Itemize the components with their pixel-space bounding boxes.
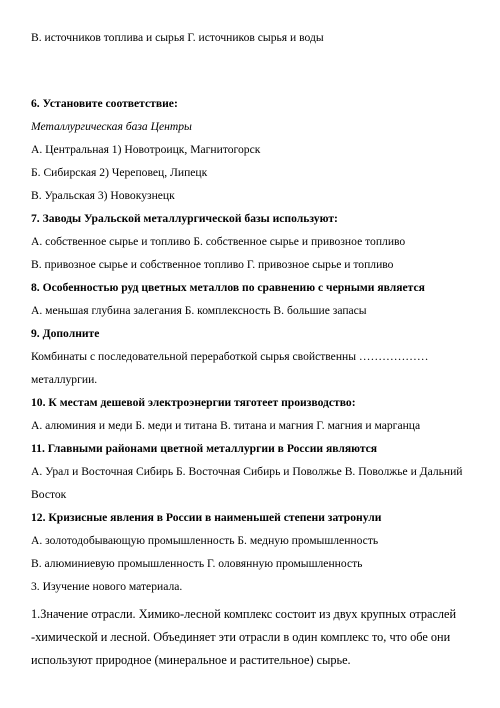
question-10-heading: 10. К местам дешевой электроэнергии тяготеет производство: — [31, 396, 356, 409]
paragraph-line: используют природное (минеральное и растительное) сырье. — [31, 653, 351, 667]
question-11-heading: 11. Главными районами цветной металлургии в России являются — [31, 442, 378, 455]
text-line: В. источников топлива и сырья Г. источников сырья и воды — [31, 31, 324, 44]
text-line: Б. Сибирская 2) Череповец, Липецк — [31, 166, 208, 179]
text-line: А. золотодобывающую промышленность Б. медную промышленность — [31, 534, 379, 547]
section-heading: 3. Изучение нового материала. — [31, 580, 183, 593]
paragraph-line: 1.Значение отрасли. Химико-лесной комплекс состоит из двух крупных отраслей — [31, 607, 457, 621]
question-8-heading: 8. Особенностью руд цветных металлов по сравнению с черными является — [31, 281, 425, 294]
question-7-heading: 7. Заводы Уральской металлургической базы используют: — [31, 212, 338, 225]
question-12-heading: 12. Кризисные явления в России в наименьшей степени затронули — [31, 511, 382, 524]
question-9-heading: 9. Дополните — [31, 327, 100, 340]
text-line: В. алюминиевую промышленность Г. оловянную промышленность — [31, 557, 363, 570]
text-line: Комбинаты с последовательной переработкой сырья свойственны ……………… — [31, 350, 429, 363]
text-line: металлургии. — [31, 373, 98, 386]
text-line: В. привозное сырье и собственное топливо Г. привозное сырье и топливо — [31, 258, 394, 271]
text-line: А. Центральная 1) Новотроицк, Магнитогорск — [31, 143, 261, 156]
text-line: В. Уральская 3) Новокузнецк — [31, 189, 175, 202]
paragraph-line: -химической и лесной. Объединяет эти отрасли в один комплекс то, что обе они — [31, 630, 451, 644]
text-line: Восток — [31, 488, 67, 501]
text-line: А. меньшая глубина залегания Б. комплексность В. большие запасы — [31, 304, 367, 317]
text-line: А. Урал и Восточная Сибирь Б. Восточная Сибирь и Поволжье В. Поволжье и Дальний — [31, 465, 463, 478]
text-line: А. собственное сырье и топливо Б. собственное сырье и привозное топливо — [31, 235, 406, 248]
match-columns-header: Металлургическая база Центры — [31, 120, 192, 133]
text-line: А. алюминия и меди Б. меди и титана В. титана и магния Г. магния и марганца — [31, 419, 421, 432]
question-6-heading: 6. Установите соответствие: — [31, 97, 178, 110]
